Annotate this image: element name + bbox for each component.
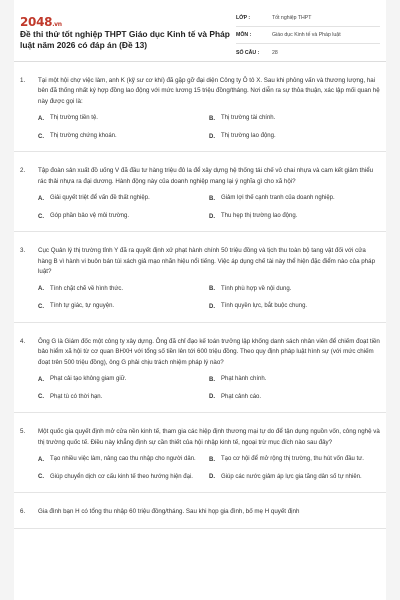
question-number: 2.: [20, 167, 26, 175]
option-letter: D.: [209, 213, 215, 220]
site-logo[interactable]: [20, 15, 62, 29]
answer-option-c[interactable]: [38, 302, 209, 312]
option-text: Phạt cải tạo không giam giữ.: [50, 376, 127, 383]
answer-option-a[interactable]: [38, 114, 209, 124]
question-text: Tại một hội chợ việc làm, anh K (kỹ sư cơ khí) đã gặp gỡ đại diện Công ty Ô tô X. Sau khi phỏng vấn và thương lượng, hai bên đã thống nhất ký hợp đồng lao động với mức lương 15 triệu đồng/tháng. Nơi diễn ra sự thỏa thuận, xác lập mối quan hệ này được gọi là:: [38, 77, 380, 105]
option-text: Tính phù hợp về nội dung.: [221, 285, 292, 292]
answer-option-d[interactable]: [209, 473, 380, 483]
option-letter: A.: [38, 376, 44, 383]
logo-main: 2048: [20, 15, 53, 29]
meta-value: Giáo dục Kinh tế và Pháp luật: [272, 32, 341, 38]
option-letter: C.: [38, 213, 44, 220]
option-text: Góp phần bảo vệ môi trường.: [50, 212, 129, 219]
answer-option-a[interactable]: [38, 455, 209, 465]
meta-row-lop: [236, 10, 380, 27]
option-text: Giúp chuyển dịch cơ cấu kinh tế theo hướng hiện đại.: [50, 473, 193, 480]
question-number: 5.: [20, 428, 26, 436]
question-number: 4.: [20, 337, 26, 345]
question-text: Ông G là Giám đốc một công ty xây dựng. Ông đã chỉ đạo kế toán trưởng lập khống danh sách nhân viên để chiếm đoạt tiền bảo hiểm xã hội từ cơ quan BHXH với tổng số tiền lên tới 600 triệu đồng. Theo quy định pháp luật hình sự (với mức chiếm đoạt trên 500 triệu đồng), ông G phải chịu trách nhiệm pháp lý nào?: [38, 337, 380, 366]
option-letter: A.: [38, 286, 44, 293]
answer-option-b[interactable]: [209, 375, 380, 385]
option-letter: B.: [209, 286, 215, 293]
option-letter: C.: [38, 474, 44, 481]
document-header: [14, 0, 386, 62]
question-list: [14, 62, 386, 529]
option-text: Phạt cảnh cáo.: [221, 393, 262, 400]
option-text: Tính tự giác, tự nguyện.: [50, 303, 115, 310]
option-letter: D.: [209, 304, 215, 311]
answer-options: [38, 375, 380, 402]
question-text: Cục Quản lý thị trường tỉnh Y đã ra quyết định xử phạt hành chính 50 triệu đồng và tịch thu toàn bộ tang vật đối với cửa hàng B vì hành vi buôn bán túi xách giả mạo nhãn hiệu nổi tiếng. Việc áp dụng chế tài này thể hiện đặc điểm nào của pháp luật?: [38, 247, 376, 276]
answer-option-d[interactable]: [209, 393, 380, 403]
option-text: Phạt tù có thời hạn.: [50, 393, 103, 400]
option-letter: B.: [209, 376, 215, 383]
question-item: [14, 493, 386, 528]
option-letter: C.: [38, 133, 44, 140]
option-letter: D.: [209, 394, 215, 401]
meta-label: LỚP :: [236, 15, 251, 21]
answer-options: [38, 455, 380, 482]
answer-option-d[interactable]: [209, 302, 380, 312]
page-title: Đề thi thử tốt nghiệp THPT Giáo dục Kinh tế và Pháp luật năm 2026 có đáp án (Đề 13): [20, 29, 230, 50]
meta-row-mon: [236, 27, 380, 44]
option-text: Thu hẹp thị trường lao động.: [221, 212, 298, 219]
option-letter: D.: [209, 474, 215, 481]
option-text: Tính chặt chẽ về hình thức.: [50, 285, 124, 292]
option-text: Tính quyền lực, bắt buộc chung.: [221, 303, 308, 310]
meta-label: MÔN :: [236, 32, 252, 38]
option-letter: A.: [38, 456, 44, 463]
answer-option-a[interactable]: [38, 285, 209, 295]
option-text: Thị trường tiền tệ.: [50, 115, 98, 122]
option-letter: A.: [38, 196, 44, 203]
answer-option-b[interactable]: [209, 114, 380, 124]
answer-option-c[interactable]: [38, 132, 209, 142]
option-text: Phạt hành chính.: [221, 376, 267, 383]
option-letter: B.: [209, 456, 215, 463]
answer-options: [38, 194, 380, 221]
option-text: Thị trường chứng khoán.: [50, 132, 117, 139]
option-letter: C.: [38, 394, 44, 401]
meta-row-socau: [236, 44, 380, 61]
option-text: Thị trường lao động.: [221, 132, 276, 139]
question-item: [14, 152, 386, 232]
option-letter: C.: [38, 304, 44, 311]
logo-suffix: .vn: [52, 21, 62, 28]
answer-option-d[interactable]: [209, 212, 380, 222]
answer-option-b[interactable]: [209, 455, 380, 465]
option-text: Giảm lợi thế cạnh tranh của doanh nghiệp.: [221, 195, 335, 202]
question-number: 3.: [20, 247, 26, 255]
meta-label: SỐ CÂU :: [236, 49, 260, 56]
answer-option-b[interactable]: [209, 285, 380, 295]
question-number: 6.: [20, 508, 26, 516]
meta-value: 28: [272, 49, 278, 56]
answer-options: [38, 285, 380, 312]
answer-option-a[interactable]: [38, 194, 209, 204]
option-letter: A.: [38, 116, 44, 123]
answer-option-c[interactable]: [38, 212, 209, 222]
option-text: Tạo nhiều việc làm, nâng cao thu nhập cho người dân.: [50, 456, 196, 463]
document-page: [14, 0, 386, 600]
option-text: Giải quyết triệt để vấn đề thất nghiệp.: [50, 195, 150, 202]
option-letter: D.: [209, 133, 215, 140]
answer-option-c[interactable]: [38, 473, 209, 483]
answer-option-b[interactable]: [209, 194, 380, 204]
answer-option-d[interactable]: [209, 132, 380, 142]
question-text: Gia đình bạn H có tổng thu nhập 60 triệu đồng/tháng. Sau khi họp gia đình, bố mẹ H quyết định: [38, 508, 300, 516]
answer-option-a[interactable]: [38, 375, 209, 385]
option-letter: B.: [209, 116, 215, 123]
question-text: Một quốc gia quyết định mở cửa nền kinh tế, tham gia các hiệp định thương mại tự do để tận dụng nguồn vốn, công nghệ và thị trường quốc tế. Điều này khẳng định sự cần thiết của hội nhập kinh tế, ngoại trừ mục đích nào sau đây?: [38, 428, 380, 446]
question-number: 1.: [20, 77, 26, 84]
question-item: [14, 323, 386, 413]
option-text: Tạo cơ hội để mở rộng thị trường, thu hút vốn đầu tư.: [221, 456, 364, 463]
option-letter: B.: [209, 196, 215, 203]
meta-value: Tốt nghiệp THPT: [272, 15, 312, 21]
option-text: Thị trường tài chính.: [221, 115, 276, 122]
option-text: Giúp các nước giảm áp lực gia tăng dân số tự nhiên.: [221, 473, 362, 480]
question-item: [14, 62, 386, 152]
question-item: [14, 232, 386, 322]
exam-meta: [236, 10, 380, 61]
answer-options: [38, 114, 380, 141]
question-text: Tập đoàn sản xuất đồ uống V đã đầu tư hàng triệu đô la để xây dựng hệ thống tái chế vỏ chai nhựa và cam kết giảm thiểu rác thải nhựa ra đại dương. Hành động này của doanh nghiệp mang lại ý nghĩa gì cho xã hội?: [38, 167, 374, 185]
answer-option-c[interactable]: [38, 393, 209, 403]
question-item: [14, 413, 386, 493]
